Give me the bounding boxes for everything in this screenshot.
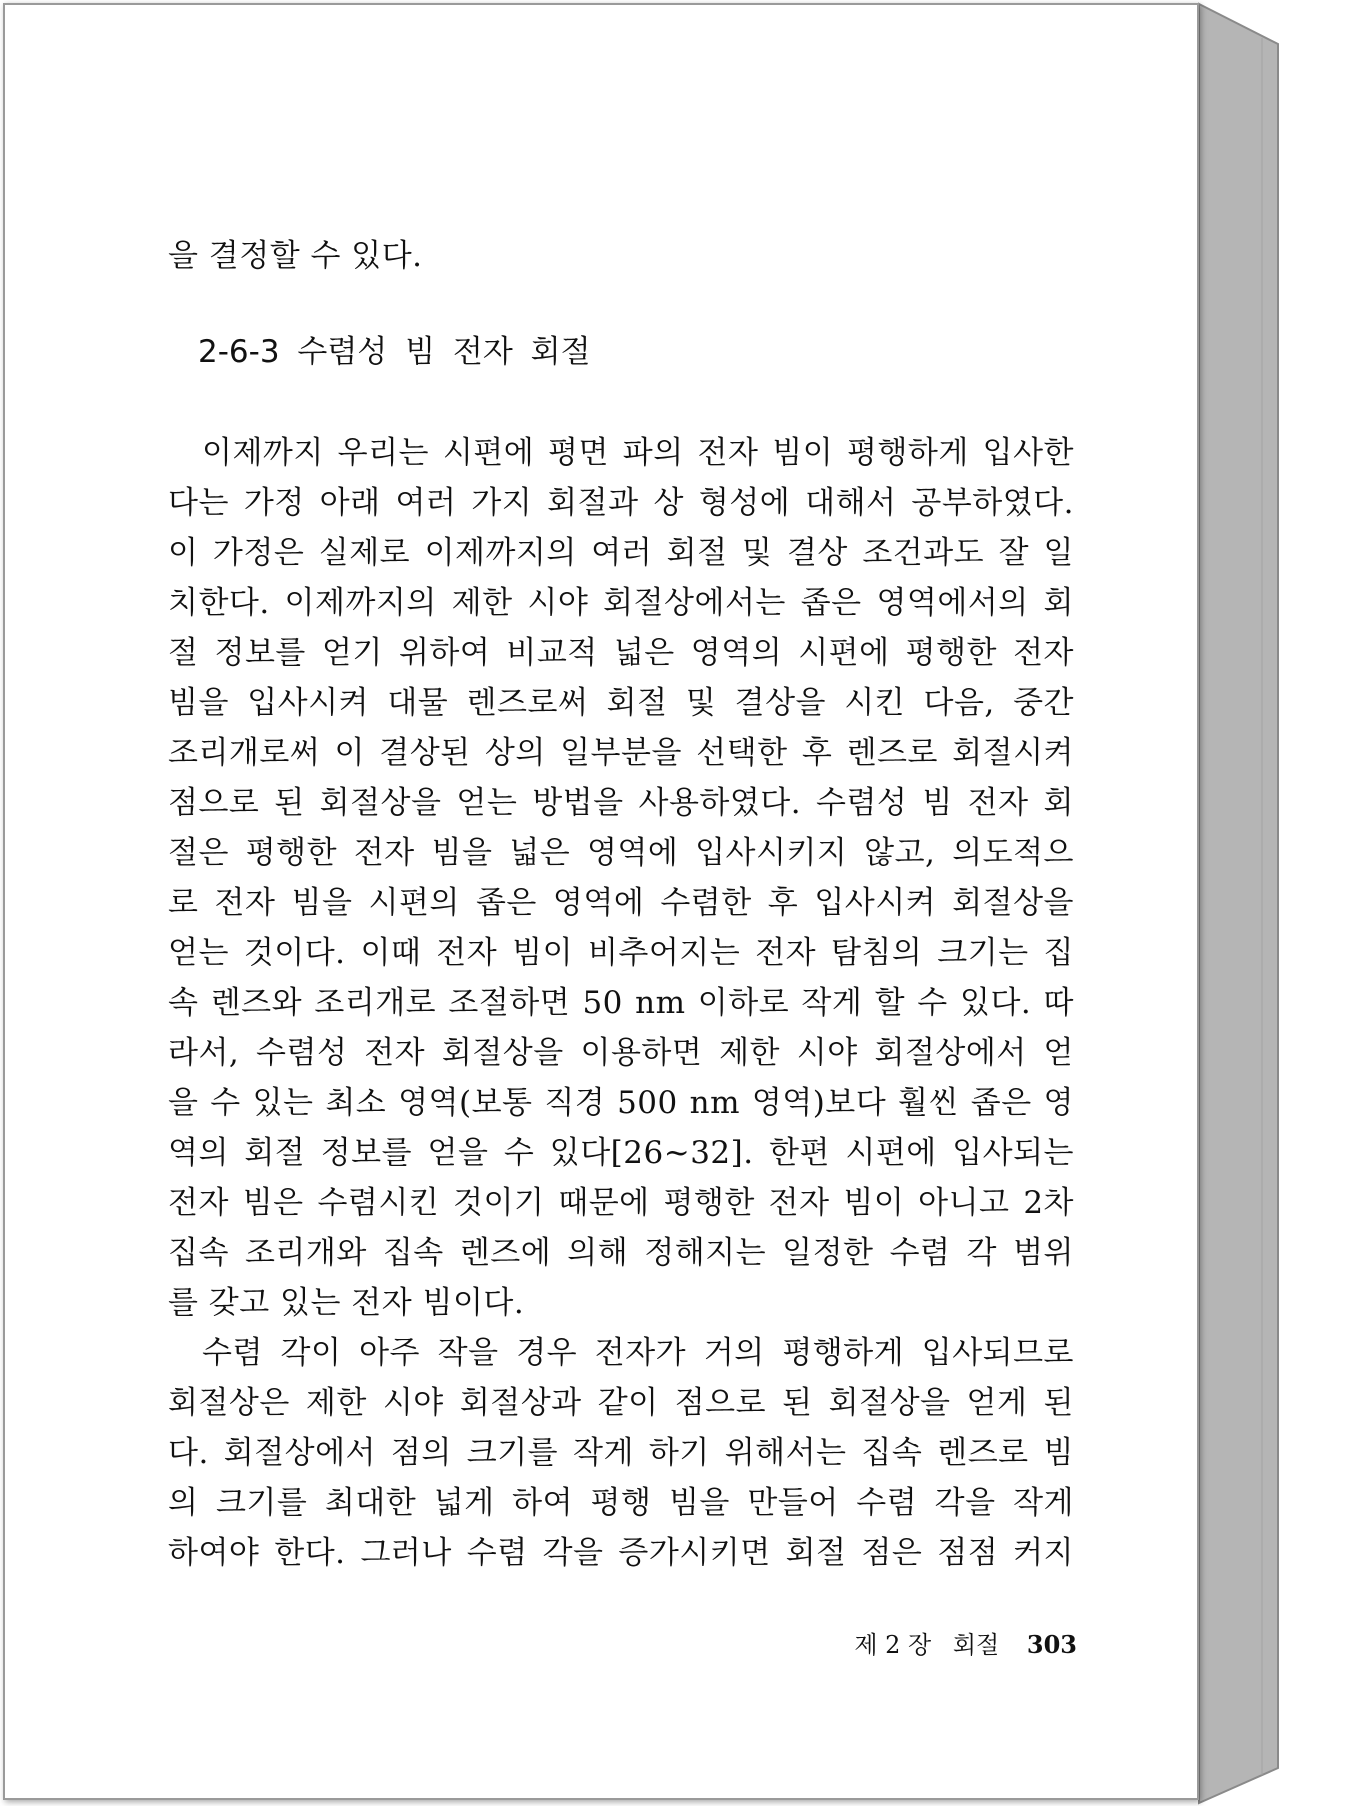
section-heading: 2-6-3 수렴성 빔 전자 회절 <box>198 334 591 370</box>
paragraph-line: 로 전자 빔을 시편의 좁은 영역에 수렴한 후 입사시켜 회절상을 <box>168 885 1074 921</box>
paragraph-line: 하여야 한다. 그러나 수렴 각을 증가시키면 회절 점은 점점 커지 <box>168 1535 1074 1571</box>
paragraph-line: 점으로 된 회절상을 얻는 방법을 사용하였다. 수렴성 빔 전자 회 <box>168 785 1074 821</box>
paragraph-line: 치한다. 이제까지의 제한 시야 회절상에서는 좁은 영역에서의 회 <box>168 585 1074 621</box>
page-footer <box>840 1625 1077 1660</box>
paragraph-line: 수렴 각이 아주 작을 경우 전자가 거의 평행하게 입사되므로 <box>202 1335 1074 1371</box>
paragraph-line: 를 갖고 있는 전자 빔이다. <box>168 1285 525 1321</box>
footer-chapter: 제 2 장 <box>854 1631 932 1659</box>
paragraph-line: 속 렌즈와 조리개로 조절하면 50 nm 이하로 작게 할 수 있다. 따 <box>168 985 1074 1021</box>
paragraph-line: 을 결정할 수 있다. <box>168 238 423 274</box>
paragraph-line: 전자 빔은 수렴시킨 것이기 때문에 평행한 전자 빔이 아니고 2차 <box>168 1185 1074 1221</box>
paragraph-line: 절 정보를 얻기 위하여 비교적 넓은 영역의 시편에 평행한 전자 <box>168 635 1074 671</box>
paragraph-line: 절은 평행한 전자 빔을 넓은 영역에 입사시키지 않고, 의도적으 <box>168 835 1074 871</box>
book-page <box>3 3 1199 1800</box>
paragraph-line: 빔을 입사시켜 대물 렌즈로써 회절 및 결상을 시킨 다음, 중간 <box>168 685 1074 721</box>
paragraph-line: 라서, 수렴성 전자 회절상을 이용하면 제한 시야 회절상에서 얻 <box>168 1035 1074 1071</box>
paragraph-line: 집속 조리개와 집속 렌즈에 의해 정해지는 일정한 수렴 각 범위 <box>168 1235 1074 1271</box>
page-number: 303 <box>1026 1630 1077 1659</box>
paragraph-line: 이제까지 우리는 시편에 평면 파의 전자 빔이 평행하게 입사한 <box>202 435 1074 471</box>
paragraph-line: 을 수 있는 최소 영역(보통 직경 500 nm 영역)보다 훨씬 좁은 영 <box>168 1085 1074 1121</box>
paragraph-line: 조리개로써 이 결상된 상의 일부분을 선택한 후 렌즈로 회절시켜 <box>168 735 1074 771</box>
paragraph-line: 회절상은 제한 시야 회절상과 같이 점으로 된 회절상을 얻게 된 <box>168 1385 1074 1421</box>
footer-section: 회절 <box>952 1631 1000 1659</box>
paragraph-line: 다는 가정 아래 여러 가지 회절과 상 형성에 대해서 공부하였다. <box>168 485 1074 521</box>
paragraph-line: 의 크기를 최대한 넓게 하여 평행 빔을 만들어 수렴 각을 작게 <box>168 1485 1074 1521</box>
paragraph-line: 역의 회절 정보를 얻을 수 있다[26~32]. 한편 시편에 입사되는 <box>168 1135 1074 1171</box>
paragraph-line: 이 가정은 실제로 이제까지의 여러 회절 및 결상 조건과도 잘 일 <box>168 535 1074 571</box>
paragraph-line: 얻는 것이다. 이때 전자 빔이 비추어지는 전자 탐침의 크기는 집 <box>168 935 1074 971</box>
paragraph-line: 다. 회절상에서 점의 크기를 작게 하기 위해서는 집속 렌즈로 빔 <box>168 1435 1074 1471</box>
